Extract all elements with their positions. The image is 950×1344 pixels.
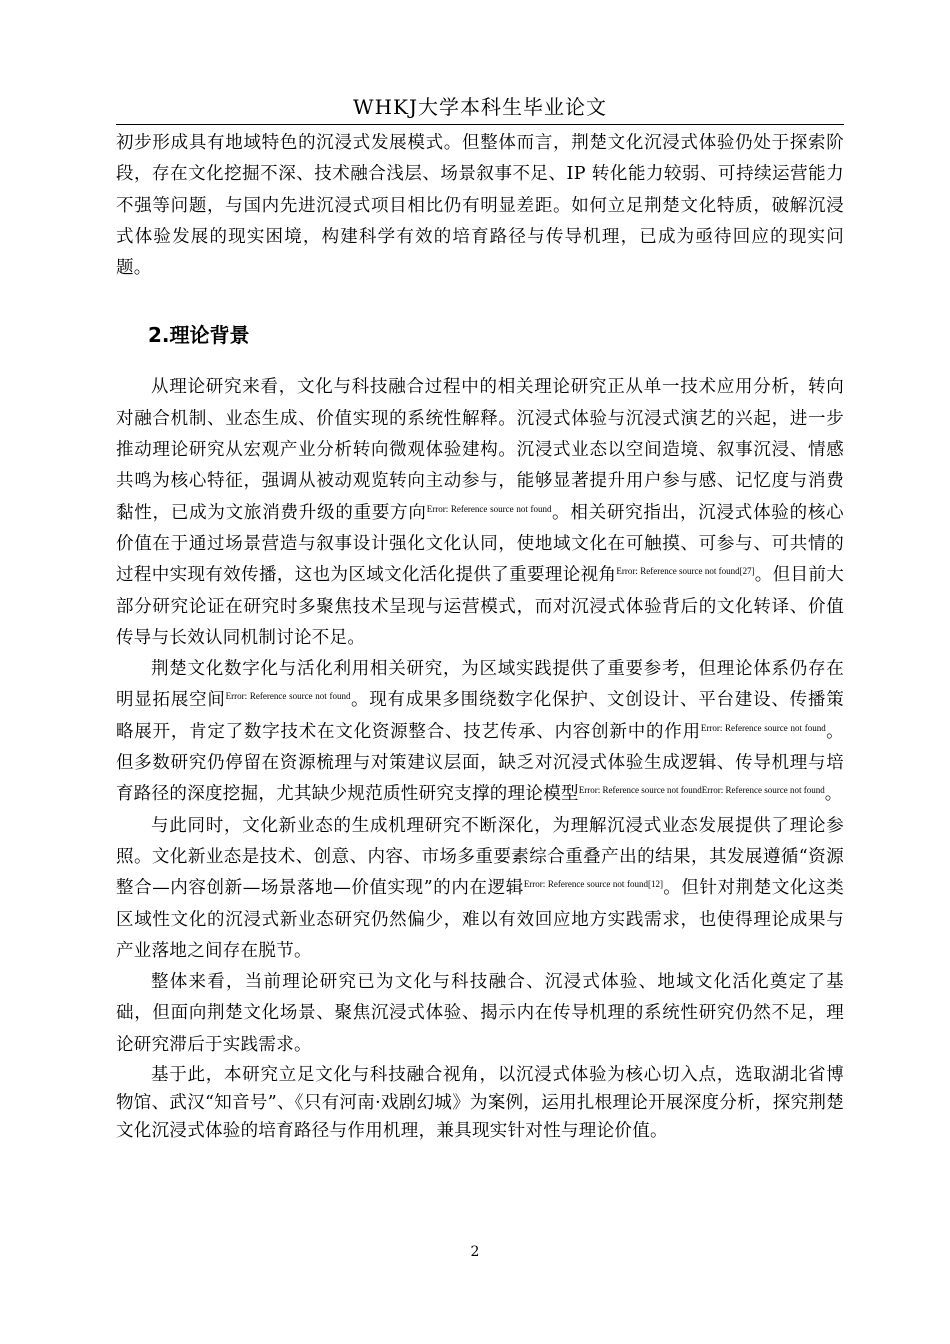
p1-text-c: 。但目前大部分研究论证在研究时多聚焦技术呈现与运营模式，而对沉浸式体验背后的文化转译、价值传导与长效认同机制讨论不足。 bbox=[116, 565, 844, 648]
p2-text-a: 荆楚文化数字化与活化利用相关研究，为区域实践提供了重要参考，但理论体系仍存在明显拓展空间 bbox=[116, 659, 844, 711]
p3-text-a: 与此同时，文化新业态的生成机理研究不断深化，为理解沉浸式业态发展提供了理论参照。文化新业态是技术、创意、内容、市场多重要素综合重叠产出的结果，其发展遵循“资源整合—内容创新—场景落地—价值实现”的内在逻辑 bbox=[116, 815, 844, 899]
p3-text-b: 。但针对荆楚文化这类区域性文化的沉浸式新业态研究仍然偏少，难以有效回应地方实践需求，也使得理论成果与产业落地之间存在脱节。 bbox=[116, 878, 844, 961]
p2-text-c: 。但多数研究仍停留在资源梳理与对策建议层面，缺乏对沉浸式体验生成逻辑、传导机理与培育路径的深度挖掘，尤其缺少规范质性研究支撑的理论模型 bbox=[116, 721, 844, 805]
reference-error-1: Error: Reference source not found bbox=[426, 503, 552, 514]
reference-error-4: Error: Reference source not found bbox=[700, 722, 826, 733]
reference-error-3: Error: Reference source not found bbox=[225, 691, 351, 702]
paragraph-1 bbox=[116, 372, 844, 654]
paragraph-2 bbox=[116, 654, 844, 810]
intro-paragraph: 初步形成具有地域特色的沉浸式发展模式。但整体而言，荆楚文化沉浸式体验仍处于探索阶段，存在文化挖掘不深、技术融合浅层、场景叙事不足、IP 转化能力较弱、可持续运营能力不强等问题，与国内先进沉浸式项目相比仍有明显差距。如何立足荆楚文化特质，破解沉浸式体验发展的现实困境，构建科学有效的培育路径与传导机理，已成为亟待回应的现实问题。 bbox=[116, 133, 844, 279]
reference-error-6: Error: Reference source not found[12] bbox=[523, 879, 663, 890]
section-heading: 2.理论背景 bbox=[148, 323, 250, 348]
reference-error-5: Error: Reference source not foundError: Reference source not found bbox=[578, 785, 825, 796]
page-number: 2 bbox=[470, 1244, 480, 1260]
p1-text-b: 。相关研究指出，沉浸式体验的核心价值在于通过场景营造与叙事设计强化文化认同，使地域文化在可触摸、可参与、可共情的过程中实现有效传播，这也为区域文化活化提供了重要理论视角 bbox=[116, 502, 844, 586]
p2-text-b: 。现有成果多围绕数字化保护、文创设计、平台建设、传播策略展开，肯定了数字技术在文化资源整合、技艺传承、内容创新中的作用 bbox=[116, 690, 844, 742]
page-body bbox=[116, 128, 844, 1145]
paragraph-5: 基于此，本研究立足文化与科技融合视角，以沉浸式体验为核心切入点，选取湖北省博物馆、武汉“知音号”、《只有河南·戏剧幻城》为案例，运用扎根理论开展深度分析，探究荆楚文化沉浸式体验的培育路径与作用机理，兼具现实针对性与理论价值。 bbox=[116, 1065, 844, 1142]
spacer bbox=[116, 284, 844, 320]
page-header bbox=[116, 94, 844, 125]
paragraph-3 bbox=[116, 811, 844, 967]
reference-error-2: Error: Reference source not found[27] bbox=[616, 566, 755, 577]
p2-text-d: 。 bbox=[824, 784, 843, 805]
spacer bbox=[116, 350, 844, 372]
header-title: WHKJ大学本科生毕业论文 bbox=[353, 95, 607, 119]
paragraph-4: 整体来看，当前理论研究已为文化与科技融合、沉浸式体验、地域文化活化奠定了基础，但面向荆楚文化场景、聚焦沉浸式体验、揭示内在传导机理的系统性研究仍然不足，理论研究滞后于实践需求。 bbox=[116, 972, 844, 1055]
p1-text-a: 从理论研究来看，文化与科技融合过程中的相关理论研究正从单一技术应用分析，转向对融合机制、业态生成、价值实现的系统性解释。沉浸式体验与沉浸式演艺的兴起，进一步推动理论研究从宏观产业分析转向微观体验建构。沉浸式业态以空间造境、叙事沉浸、情感共鸣为核心特征，强调从被动观览转向主动参与，能够显著提升用户参与感、记忆度与消费黏性，已成为文旅消费升级的重要方向 bbox=[116, 377, 844, 523]
